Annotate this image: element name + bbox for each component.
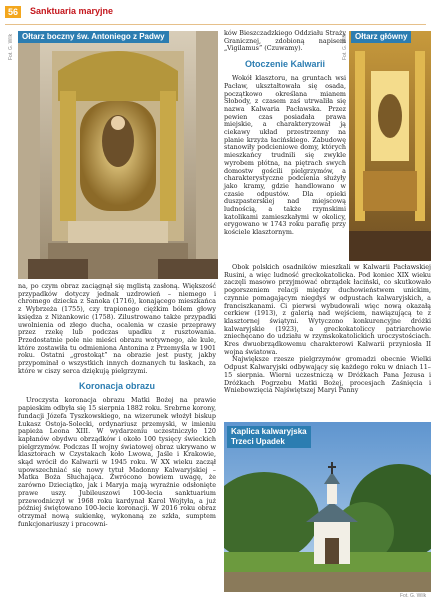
- header-divider: [5, 24, 426, 25]
- left-column-text: [18, 283, 216, 528]
- page-header: [0, 0, 431, 26]
- main-altar-caption: Ołtarz główny: [351, 31, 411, 43]
- section-title: Sanktuaria maryjne: [30, 6, 114, 16]
- middle-paragraph-4: Największe rzesze pielgrzymów gromadzi obecnie Wielki Odpust Kalwaryjski odbywający się każdego roku w dniach 11–15 sierpnia. Wierni uczestniczą w Dróżkach Pana Jezusa i Dróżkach Pogrzebu Matki Bożej, procesjach Zaśnięcia i Wniebowzięcia Najświętszej Maryi Panny: [224, 355, 431, 395]
- page-number: 56: [5, 6, 21, 18]
- chapel-photo: [224, 422, 431, 592]
- middle-column-text: [224, 30, 346, 237]
- right-lower-text: [224, 264, 431, 395]
- main-altar-photo: [349, 31, 431, 261]
- chapel-photo-credit: Fot. G. Wilk: [400, 593, 427, 599]
- chapel-caption-line-2: Trzeci Upadek: [231, 437, 285, 446]
- heading-surroundings: Otoczenie Kalwarii: [244, 59, 326, 70]
- left-paragraph-2: Uroczysta koronacja obrazu Matki Bożej na prawie papieskim odbyła się 15 sierpnia 1882 roku. Srebrne korony, fundacji Józefa Tyszkowskiego, na wizerunek włożył biskup Łukasz Ostoja-Solecki, ordynariusz przemyski, w imieniu papieża Leona XIII. W wydarzeniu uczestniczyło 120 kapłanów obydwu obrządków i około 100 tysięcy świeckich pielgrzymów. Podczas II wojny światowej obraz ukrywano w klasztorach w Czystakach koło Lwowa, Jaśle i Krakowie, skąd wrócił do Kalwarii w 1945 roku. W XX wieku zaczął upowszechniać się nowy tytuł Madonny Kalwaryjskiej – Matka Boża Słuchająca. Zwrócono bowiem uwagę, że zarówno Dzieciątko, jak i Maryja mają wyraźnie odsłonięte prawe uszy. Jubileuszowi 100-lecia sanktuarium przewodniczył w 1968 roku kardynał Karol Wojtyła, a już później świętowano 100-lecie koronacji. W 2016 roku obraz otrzymał nową sukienkę, wykonaną ze szkła, sumptem funkcjonariuszy i pracowni-: [18, 396, 216, 528]
- left-paragraph-1: na, po czym obraz zaciągnął się mglistą zasłoną. Większość przypadków dotyczy jednak uzdrowień – niemego i chromego dziecka z Sanoka (1716), konającego mieszkańca z Wybrzeża (1755), czy trapionego ciężkim bólem głowy księdza z Niżankowic (1758). Zilustrowano także przypadki uwolnienia od złego ducha, ocalenia w czasie przeprawy przez rzekę lub podczas upadku z rusztowania. Przedostatnie pole nie mieści obrazu wotywnego, ale kule, które zostawiła tu odmieniona Antonina z Przemyśla w 1901 roku. Ostatni „grostokąt” na obrazie jest pusty, jakby przypominał o wszystkich innych doznanych tu łaskach, za które w ciszy serca dziękują pielgrzymi.: [18, 282, 216, 375]
- chapel-caption-line-1: Kaplica kalwaryjska: [231, 427, 307, 436]
- heading-coronation: Koronacja obrazu: [78, 381, 155, 392]
- chapel-caption: [227, 426, 311, 448]
- side-altar-caption: Ołtarz boczny św. Antoniego z Padwy: [18, 31, 169, 43]
- side-altar-photo-credit: Fot. G. Wilk: [8, 33, 14, 60]
- middle-paragraph-3: Obok polskich osadników mieszkali w Kalwarii Pacławskiej Rusini, a więc ludność greckokatolicka. Pod koniec XIX wieku zaczęli masowo przyjmować obrządek łaciński, co skutkowało pogorszeniem relacji między duchowieństwem unickim, czynnie pomagającym niegdyś w odpustach kalwaryjskich, a franciszkanami. Ci pierwsi wybudowali więc nową okazałą cerkiew (1913), z galerią nad wejściem, nawiązującą te z klasztornej świątyni. Wytyczono konkurencyjne dróżki kalwaryjskie (1923), a greckokatoliccy patriarchowie zniechęcano do udziału w rzymskokatolickich uroczystościach. Kres dwuobrządkowemu charakterowi Kalwarii przyniosła II wojna światowa.: [224, 263, 431, 356]
- main-altar-photo-credit: Fot. G. Wilk: [342, 33, 348, 60]
- side-altar-photo: [18, 31, 218, 279]
- middle-paragraph-1: ków Bieszczadzkiego Oddziału Straży Granicznej, zdobioną napisem „Vigilamus” (Czuwamy).: [224, 29, 346, 53]
- middle-paragraph-2: Wokół klasztoru, na gruntach wsi Pacław, ukształtowała się osada, początkowo określana mianem Słobody, z czasem zaś utrwaliła się nazwa Kalwaria Pacławska. Przez pewien czas posiadała prawa miejskie, a charakteryzował ją ciekawy układ przestrzenny na planie krzyża łacińskiego. Zabudowę stanowiły podcieniowe domy, których mieszkańcy trudnili się zwykle wyrobem płótna, na piętrach swych domostw gościli pielgrzymów, a charakterystyczne podcienia służyły jako kramy, gdzie handlowano w czasie odpustów. Dla opieki duszpasterskiej nad miejscową ludnością, a także rzymskimi katolikami zamieszkałymi w okolicy, erygowano w 1743 roku parafię przy kościele klasztornym.: [224, 74, 346, 237]
